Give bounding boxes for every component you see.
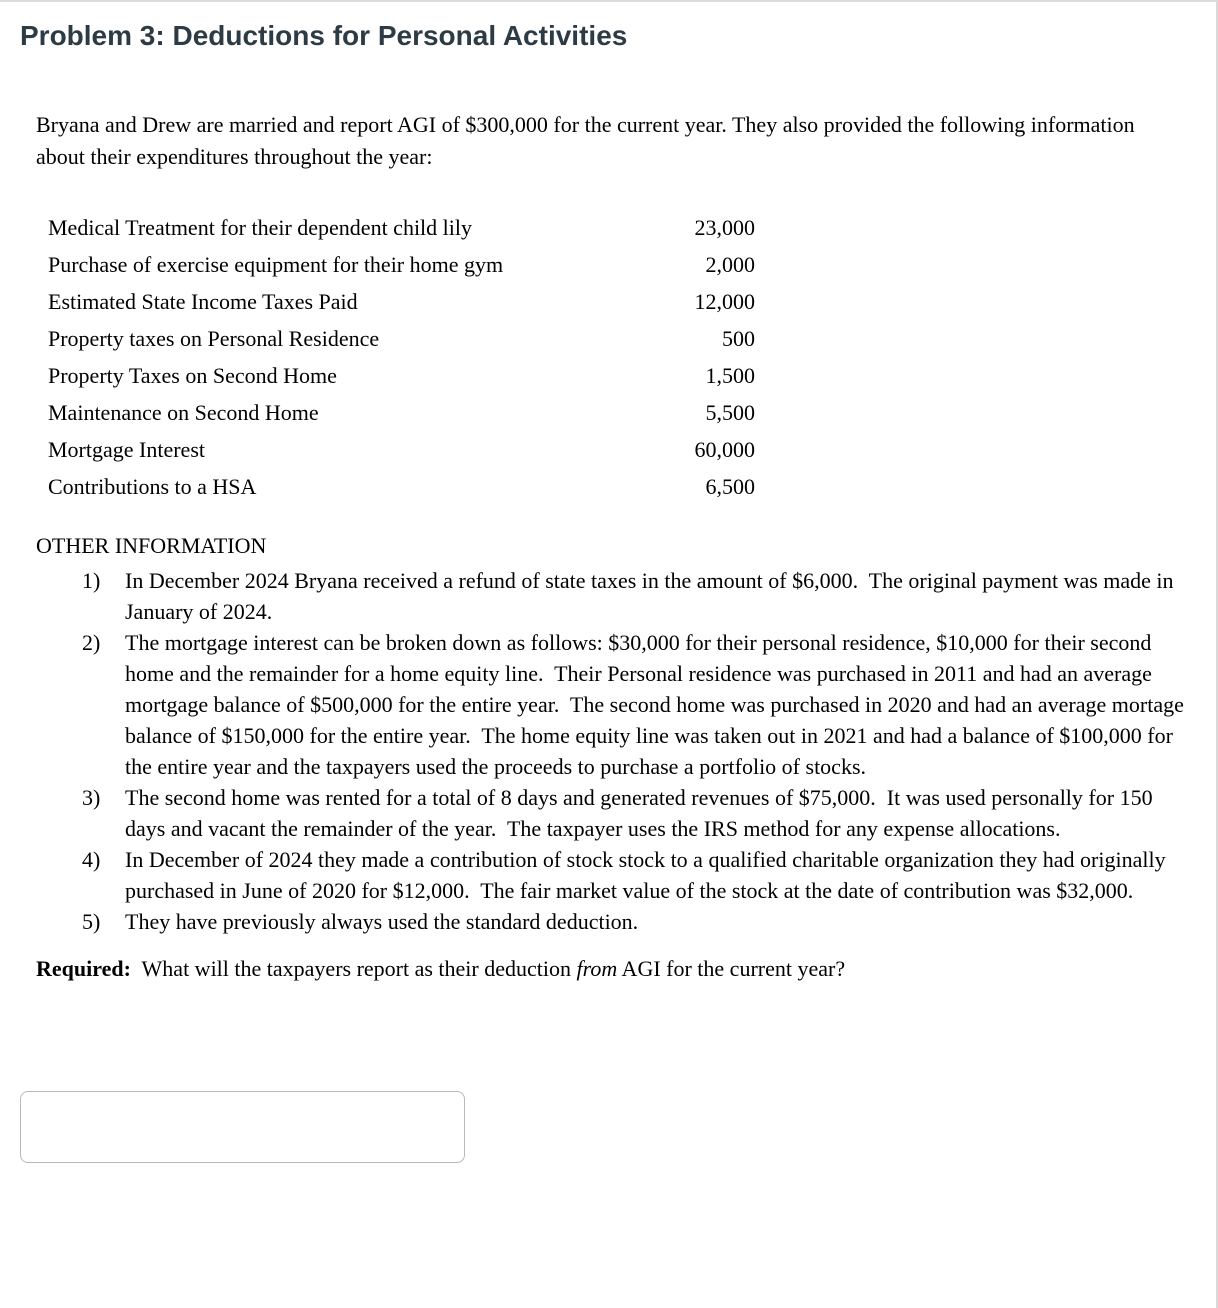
problem-page [0, 18, 1216, 1308]
list-item [82, 627, 1194, 782]
table-row [48, 209, 755, 246]
required-italic-word: from [576, 956, 618, 981]
list-item-marker: 2) [82, 630, 101, 655]
expense-label: Estimated State Income Taxes Paid [48, 289, 358, 314]
list-item-marker: 3) [82, 785, 101, 810]
required-paragraph [36, 953, 1156, 985]
table-row [48, 357, 755, 394]
list-item-marker: 1) [82, 568, 101, 593]
list-item [82, 782, 1194, 844]
expense-amount: 1,500 [705, 363, 755, 388]
expense-amount: 23,000 [694, 215, 755, 240]
expenditures-table [48, 209, 755, 505]
answer-input[interactable] [20, 1091, 465, 1163]
other-information-heading: OTHER INFORMATION [36, 533, 267, 558]
other-information-list [82, 565, 1194, 937]
list-item-text: In December of 2024 they made a contribution of stock stock to a qualified charitable organization they had originally purchased in June of 2020 for $12,000. The fair market value of the stock at the date of contribution was $32,000. [125, 847, 1172, 903]
expense-label: Mortgage Interest [48, 437, 205, 462]
expense-label: Medical Treatment for their dependent child lily [48, 215, 473, 240]
required-text-before: What will the taxpayers report as their deduction [130, 956, 577, 981]
list-item-text: The second home was rented for a total of 8 days and generated revenues of $75,000. It was used personally for 150 days and vacant the remainder of the year. The taxpayer uses the IRS method for any expense allocations. [125, 785, 1159, 841]
list-item-text: In December 2024 Bryana received a refund of state taxes in the amount of $6,000. The original payment was made in January of 2024. [125, 568, 1180, 624]
list-item-text: The mortgage interest can be broken down as follows: $30,000 for their personal residence, $10,000 for their second home and the remainder for a home equity line. Their Personal residence was purchased in 2011 and had an average mortgage balance of $500,000 for the entire year. The second home was purchased in 2020 and had an average mortage balance of $150,000 for the entire year. The home equity line was taken out in 2021 and had a balance of $100,000 for the entire year and the taxpayers used the proceeds to purchase a portfolio of stocks. [125, 630, 1190, 779]
expense-amount: 500 [722, 326, 755, 351]
list-item-marker: 4) [82, 847, 101, 872]
table-row [48, 394, 755, 431]
expense-amount: 12,000 [694, 289, 755, 314]
list-item-text: They have previously always used the standard deduction. [125, 909, 639, 934]
required-text-after: AGI for the current year? [617, 956, 846, 981]
table-row [48, 468, 755, 505]
list-item [82, 565, 1194, 627]
list-item [82, 844, 1194, 906]
table-row [48, 246, 755, 283]
table-row [48, 320, 755, 357]
table-row [48, 283, 755, 320]
expense-label: Purchase of exercise equipment for their home gym [48, 252, 504, 277]
page-title: Problem 3: Deductions for Personal Activities [20, 20, 628, 51]
required-label: Required: [36, 956, 131, 981]
intro-paragraph: Bryana and Drew are married and report AGI of $300,000 for the current year. They also provided the following information about their expenditures throughout the year: [36, 112, 1141, 169]
expense-amount: 6,500 [705, 474, 755, 499]
expense-label: Maintenance on Second Home [48, 400, 319, 425]
table-row [48, 431, 755, 468]
expense-amount: 5,500 [705, 400, 755, 425]
list-item-marker: 5) [82, 909, 101, 934]
expense-label: Contributions to a HSA [48, 474, 257, 499]
expense-label: Property taxes on Personal Residence [48, 326, 380, 351]
expense-amount: 2,000 [705, 252, 755, 277]
list-item [82, 906, 1194, 937]
expense-amount: 60,000 [694, 437, 755, 462]
expense-label: Property Taxes on Second Home [48, 363, 337, 388]
